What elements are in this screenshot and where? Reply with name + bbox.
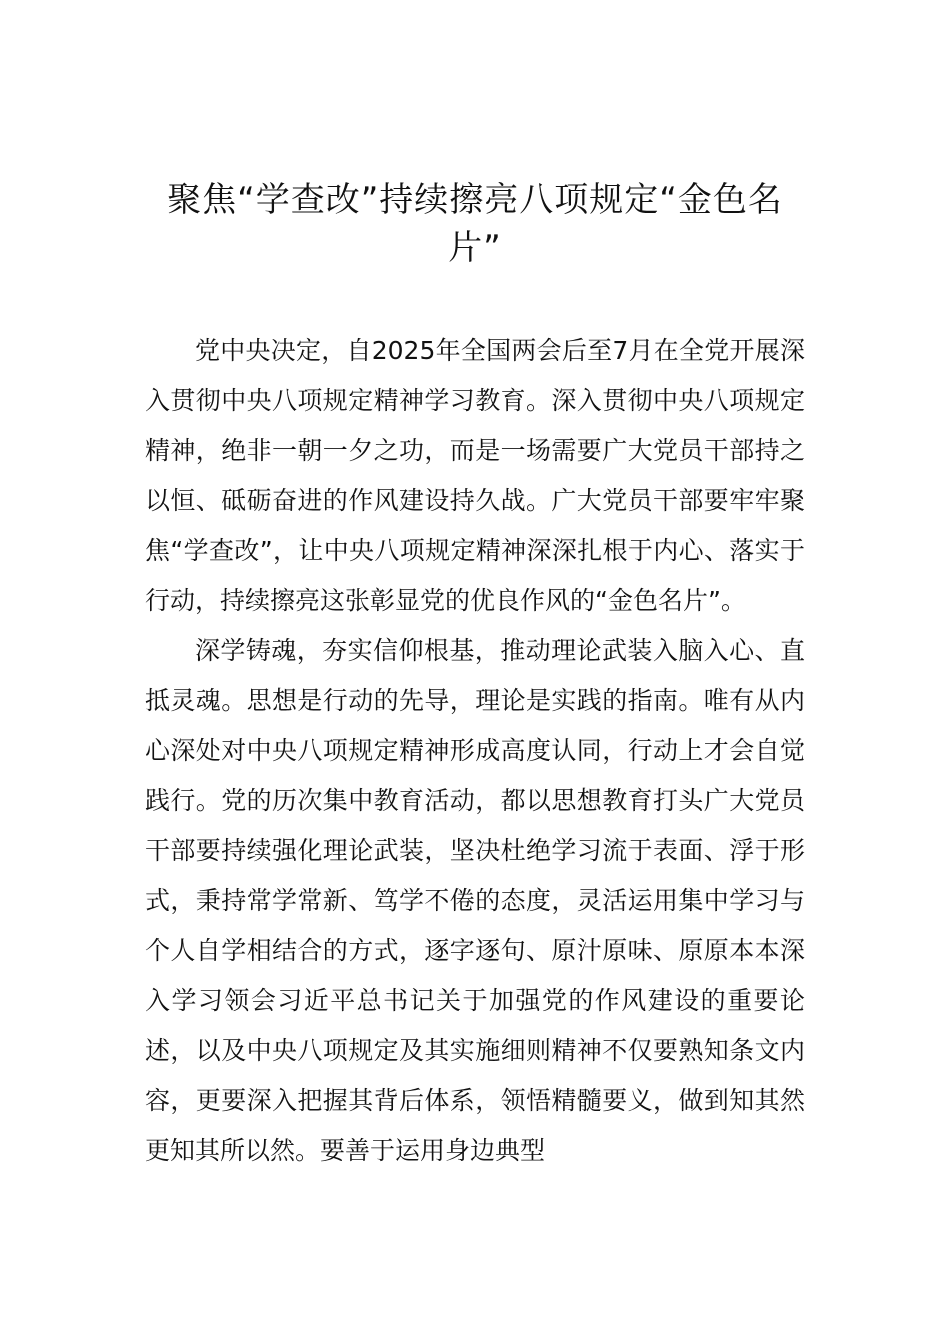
document-body bbox=[145, 326, 805, 1176]
paragraph-deep-study: 深学铸魂，夯实信仰根基，推动理论武装入脑入心、直抵灵魂。思想是行动的先导，理论是实践的指南。唯有从内心深处对中央八项规定精神形成高度认同，行动上才会自觉践行。党的历次集中教育活动，都以思想教育打头广大党员干部要持续强化理论武装，坚决杜绝学习流于表面、浮于形式，秉持常学常新、笃学不倦的态度，灵活运用集中学习与个人自学相结合的方式，逐字逐句、原汁原味、原原本本深入学习领会习近平总书记关于加强党的作风建设的重要论述，以及中央八项规定及其实施细则精神不仅要熟知条文内容，更要深入把握其背后体系，领悟精髓要义，做到知其然更知其所以然。要善于运用身边典型 bbox=[145, 636, 805, 1165]
document-title: 聚焦“学查改”持续擦亮八项规定“金色名片” bbox=[167, 180, 783, 268]
paragraph-intro: 党中央决定，自2025年全国两会后至7月在全党开展深入贯彻中央八项规定精神学习教育。深入贯彻中央八项规定精神，绝非一朝一夕之功，而是一场需要广大党员干部持之以恒、砥砺奋进的作风建设持久战。广大党员干部要牢牢聚焦“学查改”，让中央八项规定精神深深扎根于内心、落实于行动，持续擦亮这张彰显党的优良作风的“金色名片”。 bbox=[145, 336, 805, 615]
